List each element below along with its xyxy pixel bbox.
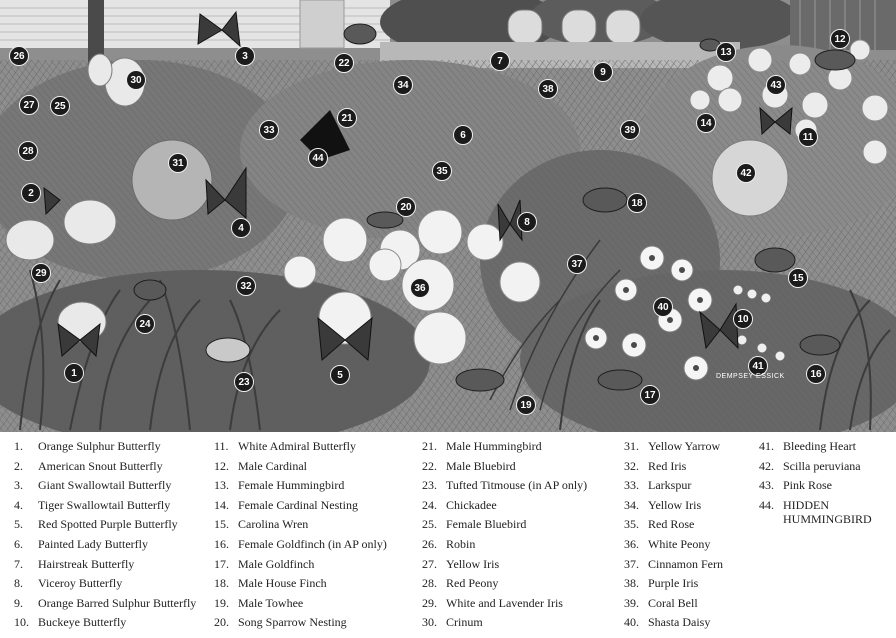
legend-number: 24. [422,497,437,512]
legend-number: 21. [422,439,437,453]
marker-36: 36 [410,278,430,298]
legend-number: 3. [14,478,23,493]
legend-label: Chickadee [446,497,497,512]
legend-item-8 [14,574,196,594]
legend-label: Painted Lady Butterfly [38,536,148,551]
marker-13: 13 [716,42,736,62]
legend-item-28 [422,574,587,594]
marker-5: 5 [330,365,350,385]
legend-number: 39. [624,595,639,610]
legend-number: 1. [14,439,23,453]
marker-14: 14 [696,113,716,133]
legend-number: 35. [624,517,639,532]
legend-item-13 [214,476,387,496]
legend-item-17 [214,555,387,575]
legend-number: 26. [422,536,437,551]
legend-item-42 [759,457,894,477]
marker-4: 4 [231,218,251,238]
legend-label: Yellow Iris [648,497,702,512]
legend-number: 10. [14,615,29,630]
marker-8: 8 [517,212,537,232]
legend-number: 32. [624,458,639,473]
marker-43: 43 [766,75,786,95]
legend-label: Male Bluebird [446,458,516,473]
legend-label: Female Goldfinch (in AP only) [238,536,387,551]
legend-column-5 [759,437,894,526]
legend-number: 14. [214,497,229,512]
legend-item-30 [422,613,587,633]
marker-25: 25 [50,96,70,116]
legend-label: Song Sparrow Nesting [238,615,347,630]
legend-label: Female Hummingbird [238,478,345,493]
legend-item-23 [422,476,587,496]
legend-number: 40. [624,615,639,630]
marker-37: 37 [567,254,587,274]
legend-item-44 [759,496,894,526]
legend-item-43 [759,476,894,496]
legend-item-7 [14,555,196,575]
legend-item-10 [14,613,196,633]
legend-label: Bleeding Heart [783,439,856,453]
marker-6: 6 [453,125,473,145]
marker-29: 29 [31,263,51,283]
legend-item-36 [624,535,723,555]
marker-39: 39 [620,120,640,140]
marker-34: 34 [393,75,413,95]
legend-item-37 [624,555,723,575]
legend-number: 41. [759,439,774,453]
legend-number: 27. [422,556,437,571]
legend-item-11 [214,437,387,457]
legend-label: Robin [446,536,476,551]
legend-number: 8. [14,576,23,591]
legend-number: 11. [214,439,229,453]
legend-item-15 [214,515,387,535]
legend-item-6 [14,535,196,555]
legend-number: 18. [214,576,229,591]
legend-number: 44. [759,497,774,512]
legend-number: 25. [422,517,437,532]
legend-item-12 [214,457,387,477]
marker-42: 42 [736,163,756,183]
legend-number: 5. [14,517,23,532]
legend-item-35 [624,515,723,535]
legend-label: Carolina Wren [238,517,309,532]
legend-number: 33. [624,478,639,493]
legend-label: Scilla peruviana [783,458,861,473]
marker-7: 7 [490,51,510,71]
legend-item-29 [422,594,587,614]
legend-item-41 [759,437,894,457]
marker-44: 44 [308,148,328,168]
legend-item-3 [14,476,196,496]
legend-number: 23. [422,478,437,493]
legend-label: White Admiral Butterfly [238,439,356,453]
legend-item-16 [214,535,387,555]
marker-1: 1 [64,363,84,383]
legend-label: Tiger Swallowtail Butterfly [38,497,171,512]
lawn-chairs [508,10,640,44]
legend-label: Yellow Iris [446,556,500,571]
marker-9: 9 [593,62,613,82]
marker-3: 3 [235,46,255,66]
marker-41: 41 [748,356,768,376]
legend-item-5 [14,515,196,535]
legend-item-40 [624,613,723,633]
legend-item-21 [422,437,587,457]
legend-item-18 [214,574,387,594]
legend-number: 36. [624,536,639,551]
marker-20: 20 [396,197,416,217]
marker-31: 31 [168,153,188,173]
legend-label: Orange Sulphur Butterfly [38,439,161,453]
marker-16: 16 [806,364,826,384]
legend-item-26 [422,535,587,555]
marker-18: 18 [627,193,647,213]
legend-label: Male Hummingbird [446,439,542,453]
legend-item-38 [624,574,723,594]
marker-15: 15 [788,268,808,288]
legend-number: 22. [422,458,437,473]
legend-item-20 [214,613,387,633]
legend-item-19 [214,594,387,614]
legend-number: 31. [624,439,639,453]
legend-label: HIDDEN HUMMINGBIRD [783,497,872,526]
legend-number: 6. [14,536,23,551]
legend-item-1 [14,437,196,457]
legend-number: 13. [214,478,229,493]
legend-label: White Peony [648,536,711,551]
marker-10: 10 [733,309,753,329]
legend-label: Purple Iris [648,576,699,591]
legend-label: Male Cardinal [238,458,307,473]
marker-35: 35 [432,161,452,181]
legend-number: 28. [422,576,437,591]
legend-item-32 [624,457,723,477]
legend-number: 29. [422,595,437,610]
legend-label: Male Towhee [238,595,304,610]
legend-label: Male Goldfinch [238,556,315,571]
legend [14,437,894,635]
legend-label: Red Spotted Purple Butterfly [38,517,178,532]
legend-number: 12. [214,458,229,473]
legend-item-39 [624,594,723,614]
legend-label: Male House Finch [238,576,327,591]
artist-signature: DEMPSEY ESSICK [716,373,785,380]
legend-number: 30. [422,615,437,630]
legend-label: Female Bluebird [446,517,527,532]
legend-label: Red Peony [446,576,499,591]
legend-number: 17. [214,556,229,571]
marker-21: 21 [337,108,357,128]
legend-label: Red Iris [648,458,687,473]
legend-item-25 [422,515,587,535]
legend-item-27 [422,555,587,575]
legend-label: Buckeye Butterfly [38,615,127,630]
legend-label: Red Rose [648,517,695,532]
legend-column-4 [624,437,723,633]
legend-item-24 [422,496,587,516]
legend-label: Female Cardinal Nesting [238,497,358,512]
marker-24: 24 [135,314,155,334]
marker-26: 26 [9,46,29,66]
legend-number: 19. [214,595,229,610]
legend-item-4 [14,496,196,516]
legend-number: 4. [14,497,23,512]
legend-label: Crinum [446,615,483,630]
legend-label: Coral Bell [648,595,698,610]
marker-27: 27 [19,95,39,115]
legend-item-34 [624,496,723,516]
yarrow-cluster [132,140,212,220]
legend-label: American Snout Butterfly [38,458,163,473]
legend-number: 16. [214,536,229,551]
legend-item-14 [214,496,387,516]
legend-number: 15. [214,517,229,532]
legend-item-9 [14,594,196,614]
legend-number: 38. [624,576,639,591]
marker-38: 38 [538,79,558,99]
legend-number: 7. [14,556,23,571]
legend-number: 9. [14,595,23,610]
marker-19: 19 [516,395,536,415]
legend-column-3 [422,437,587,633]
marker-28: 28 [18,141,38,161]
legend-number: 43. [759,478,774,493]
legend-label: Orange Barred Sulphur Butterfly [38,595,197,610]
legend-label: Viceroy Butterfly [38,576,123,591]
legend-label: Tufted Titmouse (in AP only) [446,478,588,493]
legend-label: Larkspur [648,478,692,493]
marker-32: 32 [236,276,256,296]
legend-number: 20. [214,615,229,630]
legend-column-2 [214,437,387,633]
legend-label: Cinnamon Fern [648,556,723,571]
marker-30: 30 [126,70,146,90]
legend-number: 37. [624,556,639,571]
legend-item-33 [624,476,723,496]
marker-12: 12 [830,29,850,49]
legend-label: White and Lavender Iris [446,595,563,610]
marker-23: 23 [234,372,254,392]
legend-number: 34. [624,497,639,512]
legend-number: 42. [759,458,774,473]
marker-33: 33 [259,120,279,140]
marker-11: 11 [798,127,818,147]
legend-label: Shasta Daisy [648,615,711,630]
marker-2: 2 [21,183,41,203]
legend-label: Hairstreak Butterfly [38,556,135,571]
legend-item-22 [422,457,587,477]
marker-22: 22 [334,53,354,73]
legend-item-2 [14,457,196,477]
legend-label: Pink Rose [783,478,833,493]
legend-column-1 [14,437,196,633]
marker-17: 17 [640,385,660,405]
legend-label: Giant Swallowtail Butterfly [38,478,172,493]
legend-label: Yellow Yarrow [648,439,721,453]
marker-40: 40 [653,297,673,317]
legend-number: 2. [14,458,23,473]
legend-item-31 [624,437,723,457]
